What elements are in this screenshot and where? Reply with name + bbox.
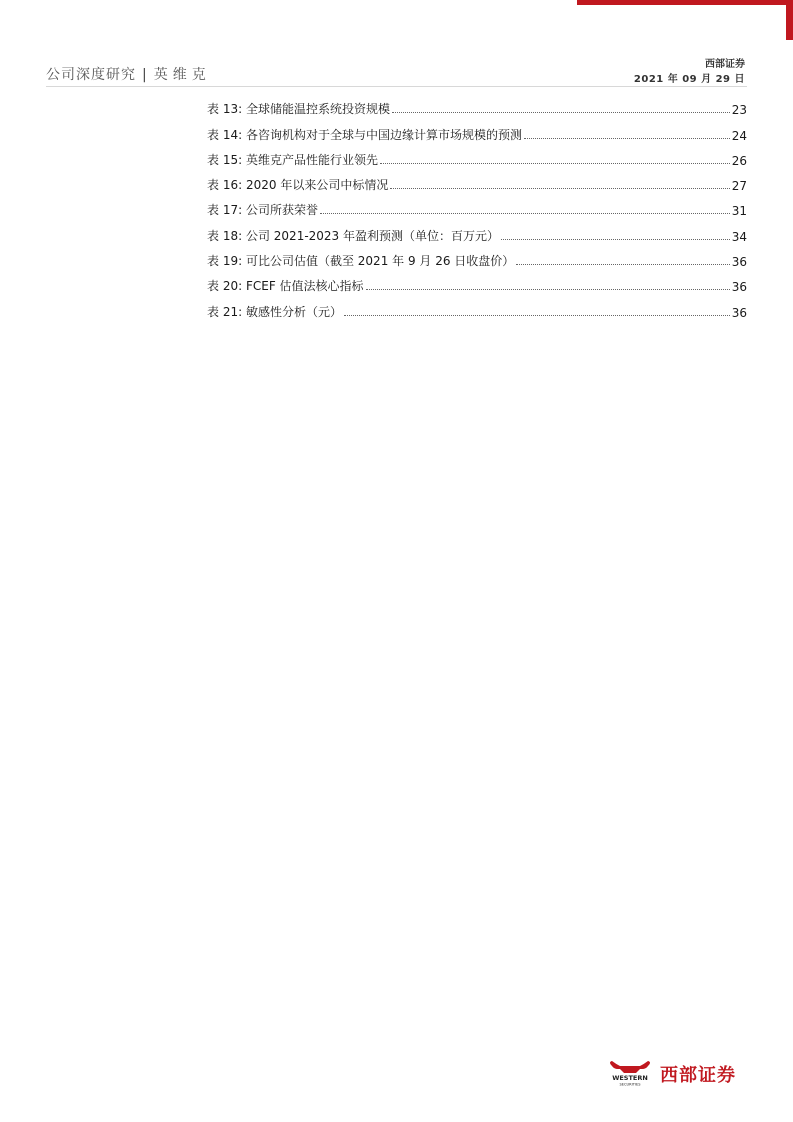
toc-leader-dots	[392, 112, 730, 113]
toc-entry[interactable]	[207, 143, 747, 168]
toc-entry-label: 表 20:	[207, 279, 243, 294]
toc-entry-title: 英维克产品性能行业领先	[245, 152, 378, 167]
toc-entry-label: 表 21:	[207, 304, 243, 319]
toc-leader-dots	[501, 239, 730, 240]
header-brand: 西部证券	[705, 59, 745, 70]
toc-entry-title: 全球储能温控系统投资规模	[245, 102, 390, 117]
toc-entry-title: 可比公司估值（截至 2021 年 9 月 26 日收盘价）	[245, 254, 515, 269]
toc-entry-page: 36	[731, 255, 747, 270]
toc-entry[interactable]	[207, 117, 747, 142]
toc-entry[interactable]	[207, 92, 747, 117]
toc-entry-label: 表 18:	[207, 228, 243, 243]
header-company: 英维克	[153, 67, 211, 83]
toc-entry-page: 27	[731, 179, 747, 194]
toc-entry[interactable]	[207, 244, 747, 269]
toc-entry-page: 31	[731, 204, 747, 219]
toc-entry-title: 敏感性分析（元）	[245, 304, 342, 319]
footer-brand-name: 西部证券	[660, 1065, 736, 1086]
header-section: 公司深度研究	[46, 67, 136, 83]
toc-entry-label: 表 15:	[207, 152, 243, 167]
toc-entry-page: 23	[731, 103, 747, 118]
toc-entry-page: 36	[731, 305, 747, 320]
toc-entry-page: 34	[731, 229, 747, 244]
toc-entry-title: 公司 2021-2023 年盈利预测（单位：百万元）	[245, 228, 500, 243]
toc-entry-title: FCEF 估值法核心指标	[245, 279, 364, 294]
toc-entry-title: 2020 年以来公司中标情况	[245, 178, 389, 193]
toc-entry[interactable]	[207, 294, 747, 319]
toc-entry-page: 24	[731, 128, 747, 143]
toc-entry-label: 表 19:	[207, 254, 243, 269]
header-divider	[46, 86, 747, 87]
toc-entry-label: 表 13:	[207, 102, 243, 117]
header-date: 2021 年 09 月 29 日	[633, 74, 745, 85]
logo-text-bottom: SECURITIES	[619, 1082, 641, 1086]
toc-entry[interactable]	[207, 193, 747, 218]
toc-entry-label: 表 16:	[207, 178, 243, 193]
toc-entry-label: 表 14:	[207, 127, 243, 142]
toc-leader-dots	[390, 188, 729, 189]
corner-accent-vertical	[786, 0, 793, 40]
toc-leader-dots	[344, 315, 730, 316]
header-separator: |	[142, 67, 148, 83]
toc-leader-dots	[516, 264, 729, 265]
toc-leader-dots	[524, 138, 730, 139]
toc-leader-dots	[380, 163, 730, 164]
toc-entry-title: 公司所获荣誉	[245, 203, 318, 218]
corner-accent-horizontal	[577, 0, 793, 5]
toc-entry-page: 26	[731, 153, 747, 168]
western-securities-logo-icon	[606, 1060, 654, 1086]
toc-leader-dots	[366, 289, 730, 290]
table-of-contents	[207, 92, 747, 320]
logo-text-top: WESTERN	[612, 1074, 648, 1082]
toc-entry-page: 36	[731, 280, 747, 295]
toc-entry-label: 表 17:	[207, 203, 243, 218]
toc-entry[interactable]	[207, 269, 747, 294]
toc-leader-dots	[320, 213, 730, 214]
toc-entry-title: 各咨询机构对于全球与中国边缘计算市场规模的预测	[245, 127, 522, 142]
header-left	[46, 64, 211, 84]
toc-entry[interactable]	[207, 168, 747, 193]
toc-entry[interactable]	[207, 218, 747, 243]
